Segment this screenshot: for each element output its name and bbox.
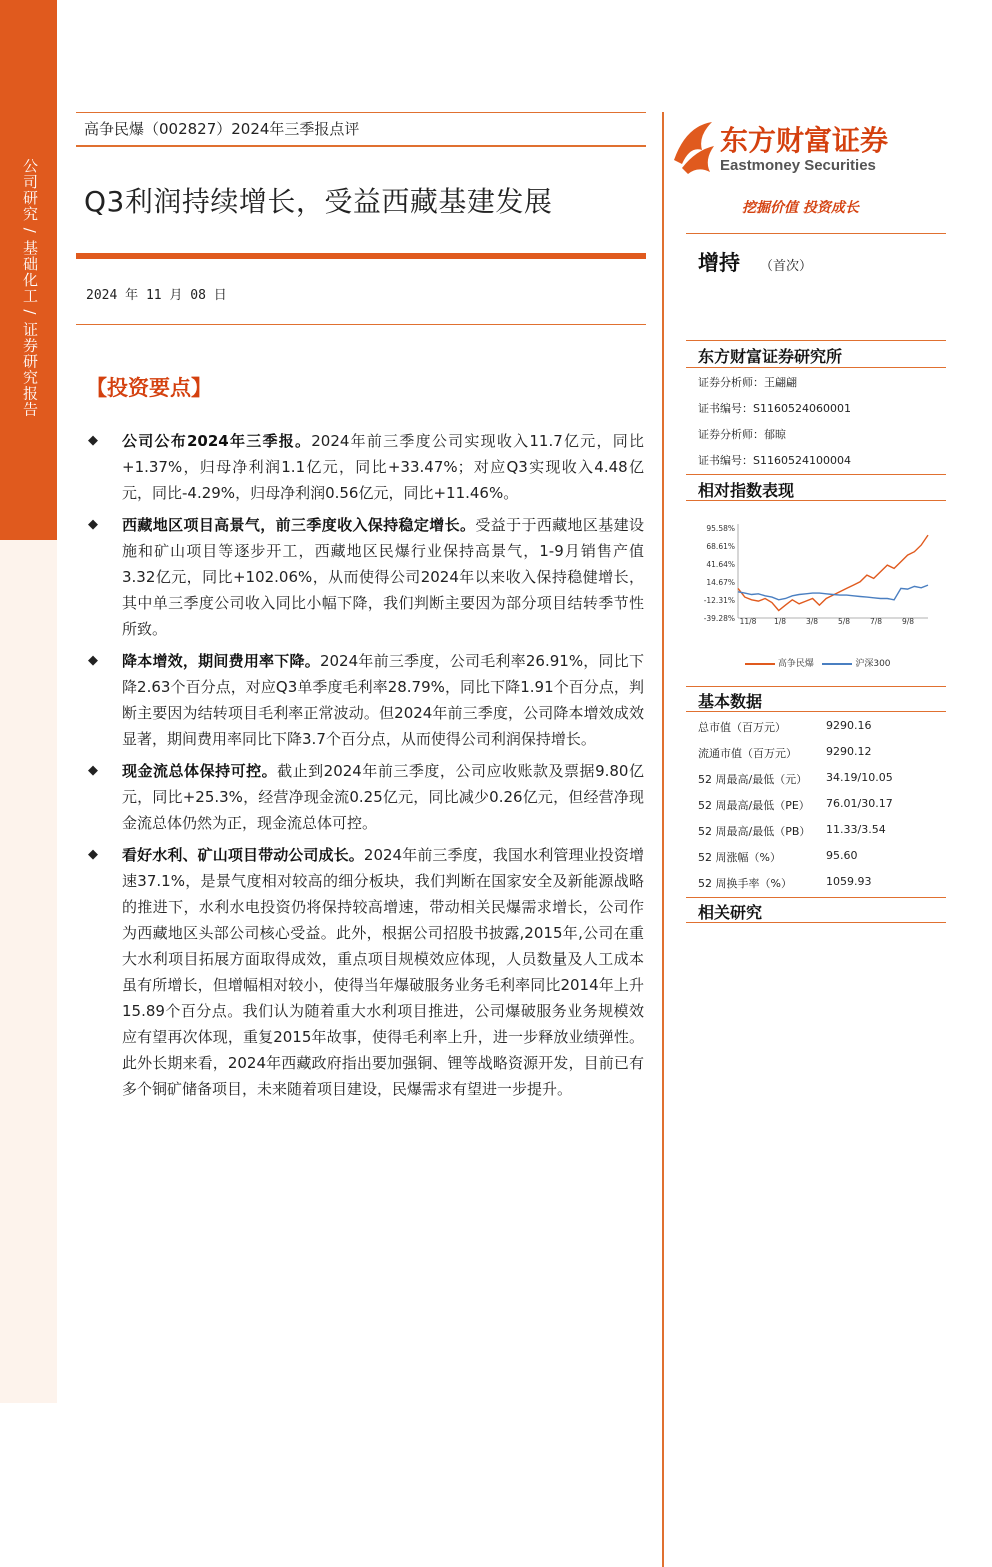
y-tick-label: 68.61% <box>706 541 735 551</box>
date-divider <box>76 324 646 325</box>
divider <box>686 922 946 923</box>
sidebar-category-text: 公司研究 / 基础化工 / 证券研究报告 <box>21 158 39 418</box>
diamond-bullet-icon: ◆ <box>88 653 98 668</box>
logo-en-text: Eastmoney Securities <box>720 157 876 174</box>
basic-label: 总市值（百万元） <box>698 721 786 734</box>
report-title: Q3利润持续增长，受益西藏基建发展 <box>84 185 553 218</box>
bullet-text: 2024年前三季度，公司毛利率26.91%，同比下降2.63个百分点，对应Q3单季度毛利率28.79%，同比下降1.91个百分点，判断主要因为结转项目毛利率正常波动。但2024年前三季度，公司降本增效成效显著，期间费用率同比下降3.7个百分点，从而使得公司利润保持增长。 <box>122 652 644 748</box>
x-tick-label: 5/8 <box>837 617 851 626</box>
basic-value: 9290.12 <box>826 745 872 758</box>
divider <box>686 233 946 234</box>
company-logo <box>668 116 938 186</box>
bullet-item <box>88 428 644 506</box>
rating: 增持 <box>698 251 740 275</box>
bullet-heading: 看好水利、矿山项目带动公司成长。 <box>122 846 364 864</box>
bullet-text: 2024年前三季度公司实现收入11.7亿元，同比+1.37%，归母净利润1.1亿元，同比+33.47%；对应Q3实现收入4.48亿元，同比-4.29%，归母净利润0.56亿元，同比+11.46%。 <box>122 432 645 502</box>
bullet-heading: 现金流总体保持可控。 <box>122 762 278 780</box>
bullet-heading: 公司公布2024年三季报。 <box>122 432 312 450</box>
divider <box>686 474 946 475</box>
legend-line-icon <box>745 663 775 665</box>
x-tick-label: 9/8 <box>901 617 915 626</box>
divider <box>686 897 946 898</box>
analyst-name: 证券分析师：郁晾 <box>698 428 786 441</box>
series-line <box>738 535 928 610</box>
bullet-heading: 西藏地区项目高景气，前三季度收入保持稳定增长。 <box>122 516 476 534</box>
analyst-cert: 证书编号：S1160524060001 <box>698 402 851 415</box>
basic-value: 76.01/30.17 <box>826 797 893 810</box>
y-tick-label: -39.28% <box>703 614 735 623</box>
report-subtitle: 高争民爆（002827）2024年三季报点评 <box>84 120 360 138</box>
related-research-title: 相关研究 <box>698 903 763 922</box>
basic-label: 52 周最高/最低（PE） <box>698 799 810 812</box>
x-tick-label: 7/8 <box>869 617 883 626</box>
diamond-bullet-icon: ◆ <box>88 763 98 778</box>
diamond-bullet-icon: ◆ <box>88 517 98 532</box>
basic-value: 34.19/10.05 <box>826 771 893 784</box>
y-tick-label: -12.31% <box>703 596 735 606</box>
diamond-bullet-icon: ◆ <box>88 847 98 862</box>
institute-title: 东方财富证券研究所 <box>698 347 843 366</box>
legend-label: 高争民爆 <box>777 659 814 669</box>
bullet-item <box>88 648 644 752</box>
divider <box>686 500 946 501</box>
diamond-bullet-icon: ◆ <box>88 433 98 448</box>
investment-points <box>88 428 644 1108</box>
divider <box>686 340 946 341</box>
divider <box>686 711 946 712</box>
report-date: 2024 年 11 月 08 日 <box>86 288 227 303</box>
x-tick-label: 1/8 <box>773 617 787 626</box>
header-rule <box>76 145 646 147</box>
logo-cn-text: 东方财富证券 <box>720 124 889 157</box>
basic-data-title: 基本数据 <box>698 692 763 711</box>
sidebar <box>0 0 57 1403</box>
title-divider <box>76 253 646 259</box>
column-divider <box>662 112 664 1567</box>
divider <box>686 367 946 368</box>
divider <box>686 686 946 687</box>
y-tick-label: 41.64% <box>706 559 735 569</box>
bullet-heading: 降本增效，期间费用率下降。 <box>122 652 320 670</box>
basic-label: 流通市值（百万元） <box>698 747 797 760</box>
basic-label: 52 周最高/最低（元） <box>698 773 808 786</box>
basic-label: 52 周涨幅（%） <box>698 851 781 864</box>
rating-note: （首次） <box>760 259 813 274</box>
basic-value: 1059.93 <box>826 875 872 888</box>
basic-label: 52 周最高/最低（PB） <box>698 825 811 838</box>
basic-value: 95.60 <box>826 849 858 862</box>
y-tick-label: 95.58% <box>706 524 735 533</box>
analyst-name: 证券分析师：王翩翩 <box>698 376 797 389</box>
series-line <box>738 585 928 600</box>
legend-line-icon <box>822 663 852 665</box>
section-heading: 【投资要点】 <box>86 376 212 400</box>
relative-performance-chart <box>690 510 940 680</box>
header-rule-top <box>76 112 646 113</box>
bullet-item <box>88 842 644 1102</box>
legend-label: 沪深300 <box>855 659 891 669</box>
basic-label: 52 周换手率（%） <box>698 877 792 890</box>
bullet-item <box>88 512 644 642</box>
basic-value: 9290.16 <box>826 719 872 732</box>
bullet-text: 截止到2024年前三季度，公司应收账款及票据9.80亿元，同比+25.3%，经营净现金流0.25亿元，同比减少0.26亿元，但经营净现金流总体仍然为正，现金流总体可控。 <box>122 762 644 832</box>
x-tick-label: 11/8 <box>739 617 757 626</box>
slogan: 挖掘价值 投资成长 <box>742 200 859 216</box>
y-tick-label: 14.67% <box>706 577 735 587</box>
bullet-item <box>88 758 644 836</box>
bullet-text: 受益于于西藏地区基建设施和矿山项目等逐步开工，西藏地区民爆行业保持高景气，1-9月销售产值3.32亿元，同比+102.06%，从而使得公司2024年以来收入保持稳健增长，其中单三季度公司收入同比小幅下降，我们判断主要因为部分项目结转季节性所致。 <box>122 516 644 638</box>
bullet-text: 2024年前三季度，我国水利管理业投资增速37.1%，是景气度相对较高的细分板块，我们判断在国家安全及新能源战略的推进下，水利水电投资仍将保持较高增速，带动相关民爆需求增长，公司作为西藏地区头部公司核心受益。此外，根据公司招股书披露,2015年,公司在重大水利项目拓展方面取得成效，重点项目规模效应体现，人员数量及人工成本虽有所增长，但增幅相对较小，使得当年爆破服务业务毛利率同比2014年上升15.89个百分点。我们认为随着重大水利项目推进，公司爆破服务业务规模效应有望再次体现，重复2015年故事，使得毛利率上升，进一步释放业绩弹性。此外长期来看，2024年西藏政府指出要加强铜、锂等战略资源开发，目前已有多个铜矿储备项目，未来随着项目建设，民爆需求有望进一步提升。 <box>122 846 644 1098</box>
basic-value: 11.33/3.54 <box>826 823 886 836</box>
analyst-cert: 证书编号：S1160524100004 <box>698 454 851 467</box>
performance-title: 相对指数表现 <box>698 481 795 500</box>
chart-legend <box>745 656 891 669</box>
x-tick-label: 3/8 <box>805 617 819 626</box>
